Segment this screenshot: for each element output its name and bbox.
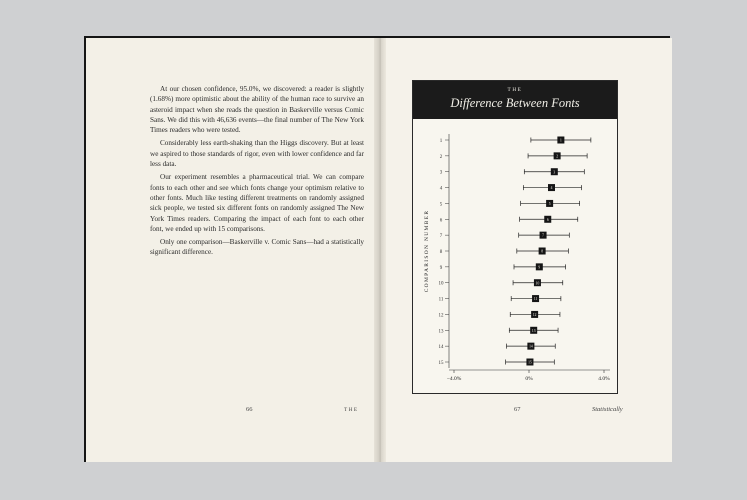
paragraph-3: Our experiment resembles a pharmaceutical trial. We can compare fonts to each other and see which fonts change your optimism relative to other fonts. Much like testing different treatments on randomly assigned sick people, we tested six different fonts on randomly assigned The New York Times readers. Comparing the impact of each font to each other font, we ended up with 15 comparisons. [150, 173, 364, 233]
y-tick-label: 2 [439, 154, 443, 160]
book-gutter [374, 38, 386, 462]
point-label: 5 [548, 202, 551, 207]
chart-title-small: THE [507, 87, 523, 93]
y-tick-label: 3 [439, 170, 443, 176]
point-label: 8 [541, 249, 544, 254]
x-tick-label: 4.0% [598, 376, 610, 382]
point-label: 12 [532, 313, 537, 318]
y-tick-label: 6 [439, 218, 443, 224]
point-label: 15 [528, 360, 532, 365]
y-tick-label: 15 [438, 361, 444, 366]
paragraph-4: Only one comparison—Baskerville v. Comic Sans—had a statistically significant difference. [150, 238, 364, 257]
y-tick-label: 7 [439, 234, 443, 240]
body-text [150, 84, 364, 261]
point-label: 1 [559, 138, 562, 143]
y-tick-label: 11 [438, 297, 444, 303]
right-page [380, 38, 672, 462]
left-page [86, 38, 378, 462]
y-axis-label: COMPARISON NUMBER [424, 209, 430, 293]
point-label: 13 [531, 328, 536, 333]
paragraph-1: At our chosen confidence, 95.0%, we discovered: a reader is slightly (1.68%) more optimistic about the ability of the human race to survive an asteroid impact when she reads the question in Baskerville versus Comic Sans. We did this with 46,636 events—the final number of The New York Times readers who were tested. [150, 85, 364, 135]
point-label: 9 [538, 265, 541, 270]
point-label: 6 [546, 217, 549, 222]
y-tick-label: 12 [438, 313, 444, 319]
y-tick-label: 4 [439, 186, 443, 192]
y-tick-label: 14 [438, 345, 444, 351]
x-tick-label: 0% [525, 376, 533, 382]
point-label: 11 [533, 297, 538, 302]
running-head-left: THE [344, 407, 359, 413]
running-head-right: Statistically [592, 406, 623, 413]
chart-title: Difference Between Fonts [450, 96, 580, 110]
chart-plot [413, 81, 617, 393]
chart-figure [412, 80, 618, 394]
point-label: 3 [553, 170, 556, 175]
point-label: 4 [550, 186, 553, 191]
y-tick-label: 1 [439, 139, 443, 144]
y-tick-label: 13 [438, 329, 444, 335]
y-tick-label: 10 [438, 281, 444, 287]
point-label: 10 [535, 281, 540, 286]
y-tick-label: 8 [439, 250, 443, 255]
page-number-right: 67 [514, 406, 521, 413]
y-tick-label: 9 [439, 265, 443, 271]
x-tick-label: −4.0% [446, 376, 462, 382]
point-label: 2 [556, 154, 559, 159]
paragraph-2: Considerably less earth-shaking than the Higgs discovery. But at least we aspired to those standards of rigor, even with lower confidence and far less data. [150, 139, 364, 169]
point-label: 14 [529, 344, 533, 349]
page-number-left: 66 [246, 406, 253, 413]
point-label: 7 [542, 233, 544, 238]
y-tick-label: 5 [439, 202, 443, 208]
